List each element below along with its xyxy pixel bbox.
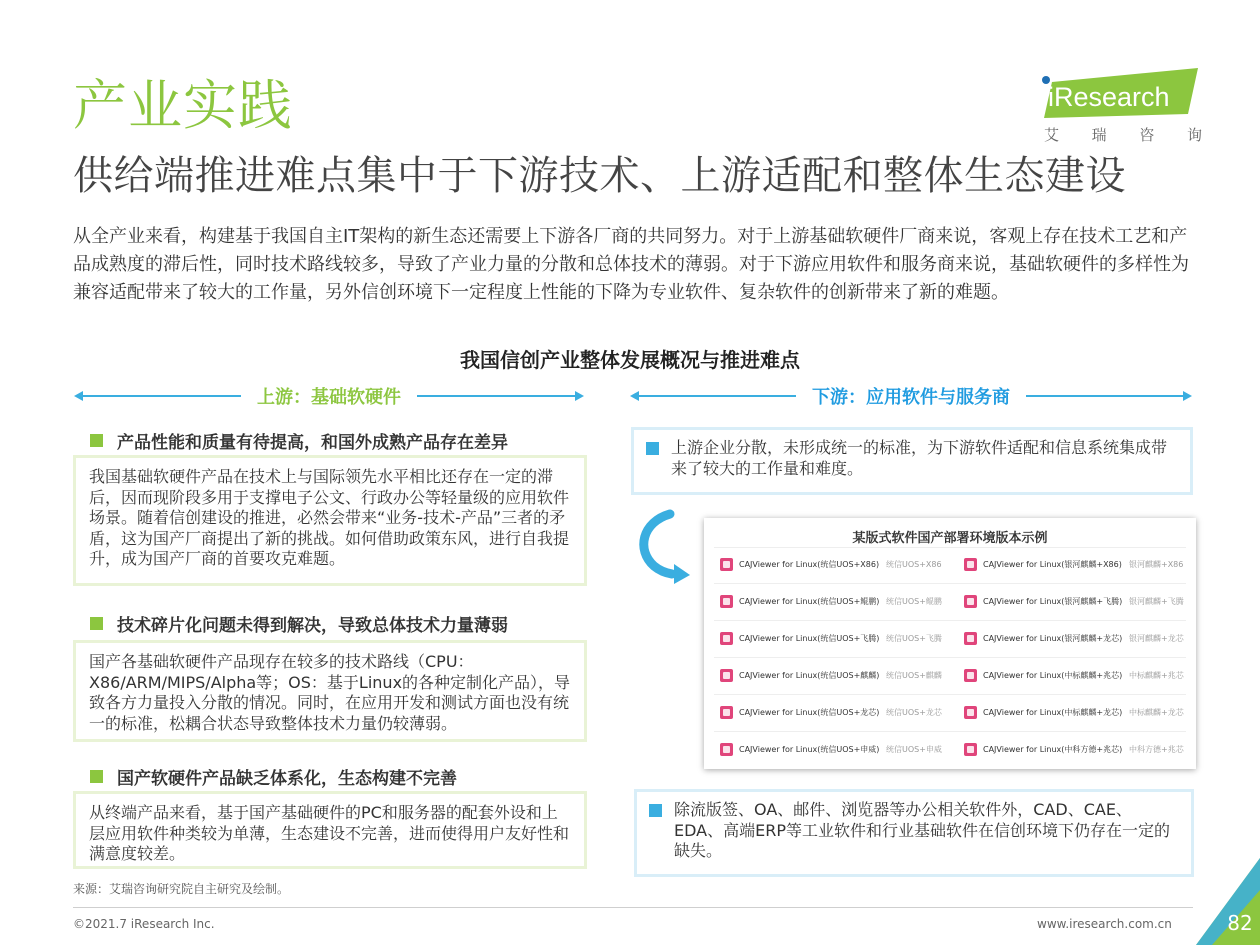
page-title: 产业实践 (73, 74, 293, 137)
upstream-heading-2 (90, 611, 508, 636)
table-cell (720, 595, 879, 608)
table-title: 某版式软件国产部署环境版本示例 (852, 531, 1048, 546)
logo-cn-char: 询 (1186, 126, 1202, 144)
heading-text: 技术碎片化问题未得到解决，导致总体技术力量薄弱 (117, 616, 508, 636)
arrow-line (639, 395, 796, 397)
cajviewer-app-icon (964, 669, 977, 682)
version-name: CAJViewer for Linux(中科方德+兆芯) (983, 745, 1123, 754)
version-name: CAJViewer for Linux(统信UOS+申威) (739, 745, 880, 754)
table-row (704, 546, 1196, 583)
bullet-square-icon (90, 434, 103, 447)
table-row (704, 694, 1196, 731)
bullet-square-icon (90, 770, 103, 783)
heading-text: 产品性能和质量有待提高，和国外成熟产品存在差异 (117, 433, 508, 453)
cajviewer-app-icon (720, 558, 733, 571)
table-cell (720, 706, 879, 719)
table-cell (720, 743, 879, 756)
table-cell: 统信UOS+麒麟 (886, 671, 942, 680)
version-table-card (704, 518, 1196, 769)
downstream-point-2: 除流版签、OA、邮件、浏览器等办公相关软件外，CAD、CAE、EDA、高端ERP等工业软件和行业基础软件在信创环境下仍存在一定的缺失。 (674, 800, 1170, 860)
table-cell (720, 632, 879, 645)
version-name: CAJViewer for Linux(统信UOS+X86) (739, 560, 880, 569)
logo-cn-char: 咨 (1139, 126, 1155, 144)
table-cell (964, 743, 1122, 756)
table-cell (964, 706, 1122, 719)
table-cell: 统信UOS+X86 (886, 560, 942, 569)
footer-divider (73, 907, 1193, 908)
logo-cn-char: 艾 (1044, 126, 1060, 144)
arrow-left-icon (74, 391, 83, 401)
table-cell: 银河麒麟+飞腾 (1129, 597, 1184, 606)
bullet-square-icon (649, 804, 662, 817)
upstream-label: 上游：基础软硬件 (257, 387, 401, 408)
table-cell: 统信UOS+飞腾 (886, 634, 942, 643)
cajviewer-app-icon (720, 669, 733, 682)
upstream-heading-3 (90, 764, 457, 789)
arrow-line (83, 395, 241, 397)
downstream-arrow (630, 384, 1192, 408)
table-cell: 统信UOS+龙芯 (886, 708, 942, 717)
version-name: CAJViewer for Linux(中标麒麟+龙芯) (983, 708, 1123, 717)
logo-text: iResearch (1048, 82, 1170, 112)
arrow-line (417, 395, 575, 397)
downstream-box-2 (634, 789, 1194, 877)
table-cell: 统信UOS+申威 (886, 745, 942, 754)
version-name: CAJViewer for Linux(银河麒麟+X86) (983, 560, 1122, 569)
diagram-title: 我国信创产业整体发展概况与推进难点 (460, 348, 800, 372)
table-cell: 银河麒麟+龙芯 (1129, 634, 1184, 643)
upstream-heading-1 (90, 428, 508, 453)
cajviewer-app-icon (964, 743, 977, 756)
table-cell: 银河麒麟+X86 (1129, 560, 1184, 569)
upstream-arrow (74, 384, 584, 408)
cajviewer-app-icon (720, 743, 733, 756)
logo-cn-char: 瑞 (1091, 126, 1107, 144)
cajviewer-app-icon (720, 706, 733, 719)
page-number: 82 (1227, 911, 1253, 935)
version-name: CAJViewer for Linux(统信UOS+飞腾) (739, 634, 880, 643)
logo-cn-text (1044, 124, 1202, 145)
cajviewer-app-icon (720, 595, 733, 608)
version-name: CAJViewer for Linux(统信UOS+麒麟) (739, 671, 880, 680)
table-cell (964, 632, 1122, 645)
table-row (704, 657, 1196, 694)
version-name: CAJViewer for Linux(统信UOS+鲲鹏) (739, 597, 880, 606)
cajviewer-app-icon (720, 632, 733, 645)
table-row (704, 620, 1196, 657)
table-cell (964, 558, 1122, 571)
table-cell (964, 595, 1122, 608)
downstream-point-1: 上游企业分散，未形成统一的标准，为下游软件适配和信息系统集成带来了较大的工作量和难度。 (671, 438, 1168, 478)
cajviewer-app-icon (964, 595, 977, 608)
arrow-left-icon (630, 391, 639, 401)
bullet-square-icon (646, 442, 659, 455)
table-cell: 中科方德+兆芯 (1129, 745, 1184, 754)
cajviewer-app-icon (964, 632, 977, 645)
arrow-line (1026, 395, 1183, 397)
table-cell: 统信UOS+鲲鹏 (886, 597, 942, 606)
table-row (704, 583, 1196, 620)
bullet-square-icon (90, 617, 103, 630)
table-cell: 中标麒麟+龙芯 (1129, 708, 1184, 717)
curved-arrow-icon (634, 508, 696, 584)
table-cell (720, 558, 879, 571)
cajviewer-app-icon (964, 558, 977, 571)
table-cell (720, 669, 879, 682)
arrow-right-icon (575, 391, 584, 401)
copyright-text: ©2021.7 iResearch Inc. (73, 917, 215, 931)
version-name: CAJViewer for Linux(统信UOS+龙芯) (739, 708, 880, 717)
downstream-label: 下游：应用软件与服务商 (812, 387, 1010, 408)
source-note: 来源：艾瑞咨询研究院自主研究及绘制。 (73, 882, 290, 896)
heading-text: 国产软硬件产品缺乏体系化，生态构建不完善 (117, 769, 457, 789)
intro-paragraph: 从全产业来看，构建基于我国自主IT架构的新生态还需要上下游各厂商的共同努力。对于上游基础软硬件厂商来说，客观上存在技术工艺和产品成熟度的滞后性，同时技术路线较多，导致了产业力量的分散和总体技术的薄弱。对于下游应用软件和服务商来说，基础软硬件的多样性为兼容适配带来了较大的工作量，另外信创环境下一定程度上性能的下降为专业软件、复杂软件的创新带来了新的难题。 (73, 226, 1189, 303)
upstream-box-2: 国产各基础软硬件产品现存在较多的技术路线（CPU：X86/ARM/MIPS/Alpha等；OS：基于Linux的各种定制化产品），导致各方力量投入分散的情况。同时，在应用开发和测试方面也没有统一的标准，松耦合状态导致整体技术力量仍较薄弱。 (73, 640, 587, 742)
downstream-box-1 (631, 427, 1193, 495)
table-row (704, 731, 1196, 768)
page-subtitle: 供给端推进难点集中于下游技术、上游适配和整体生态建设 (73, 153, 1126, 199)
arrow-right-icon (1183, 391, 1192, 401)
version-name: CAJViewer for Linux(中标麒麟+兆芯) (983, 671, 1123, 680)
table-cell: 中标麒麟+兆芯 (1129, 671, 1184, 680)
version-name: CAJViewer for Linux(银河麒麟+龙芯) (983, 634, 1123, 643)
upstream-box-3: 从终端产品来看，基于国产基础硬件的PC和服务器的配套外设和上层应用软件种类较为单薄，生态建设不完善，进而使得用户友好性和满意度较差。 (73, 791, 587, 869)
cajviewer-app-icon (964, 706, 977, 719)
version-name: CAJViewer for Linux(银河麒麟+飞腾) (983, 597, 1123, 606)
upstream-box-1: 我国基础软硬件产品在技术上与国际领先水平相比还存在一定的滞后，因而现阶段多用于支撑电子公文、行政办公等轻量级的应用软件场景。随着信创建设的推进，必然会带来“业务-技术-产品”三者的矛盾，这为国产厂商提出了新的挑战。如何借助政策东风，进行自我提升，成为国产厂商的首要攻克难题。 (73, 455, 587, 586)
table-cell (964, 669, 1122, 682)
website-link[interactable]: www.iresearch.com.cn (1037, 917, 1172, 931)
